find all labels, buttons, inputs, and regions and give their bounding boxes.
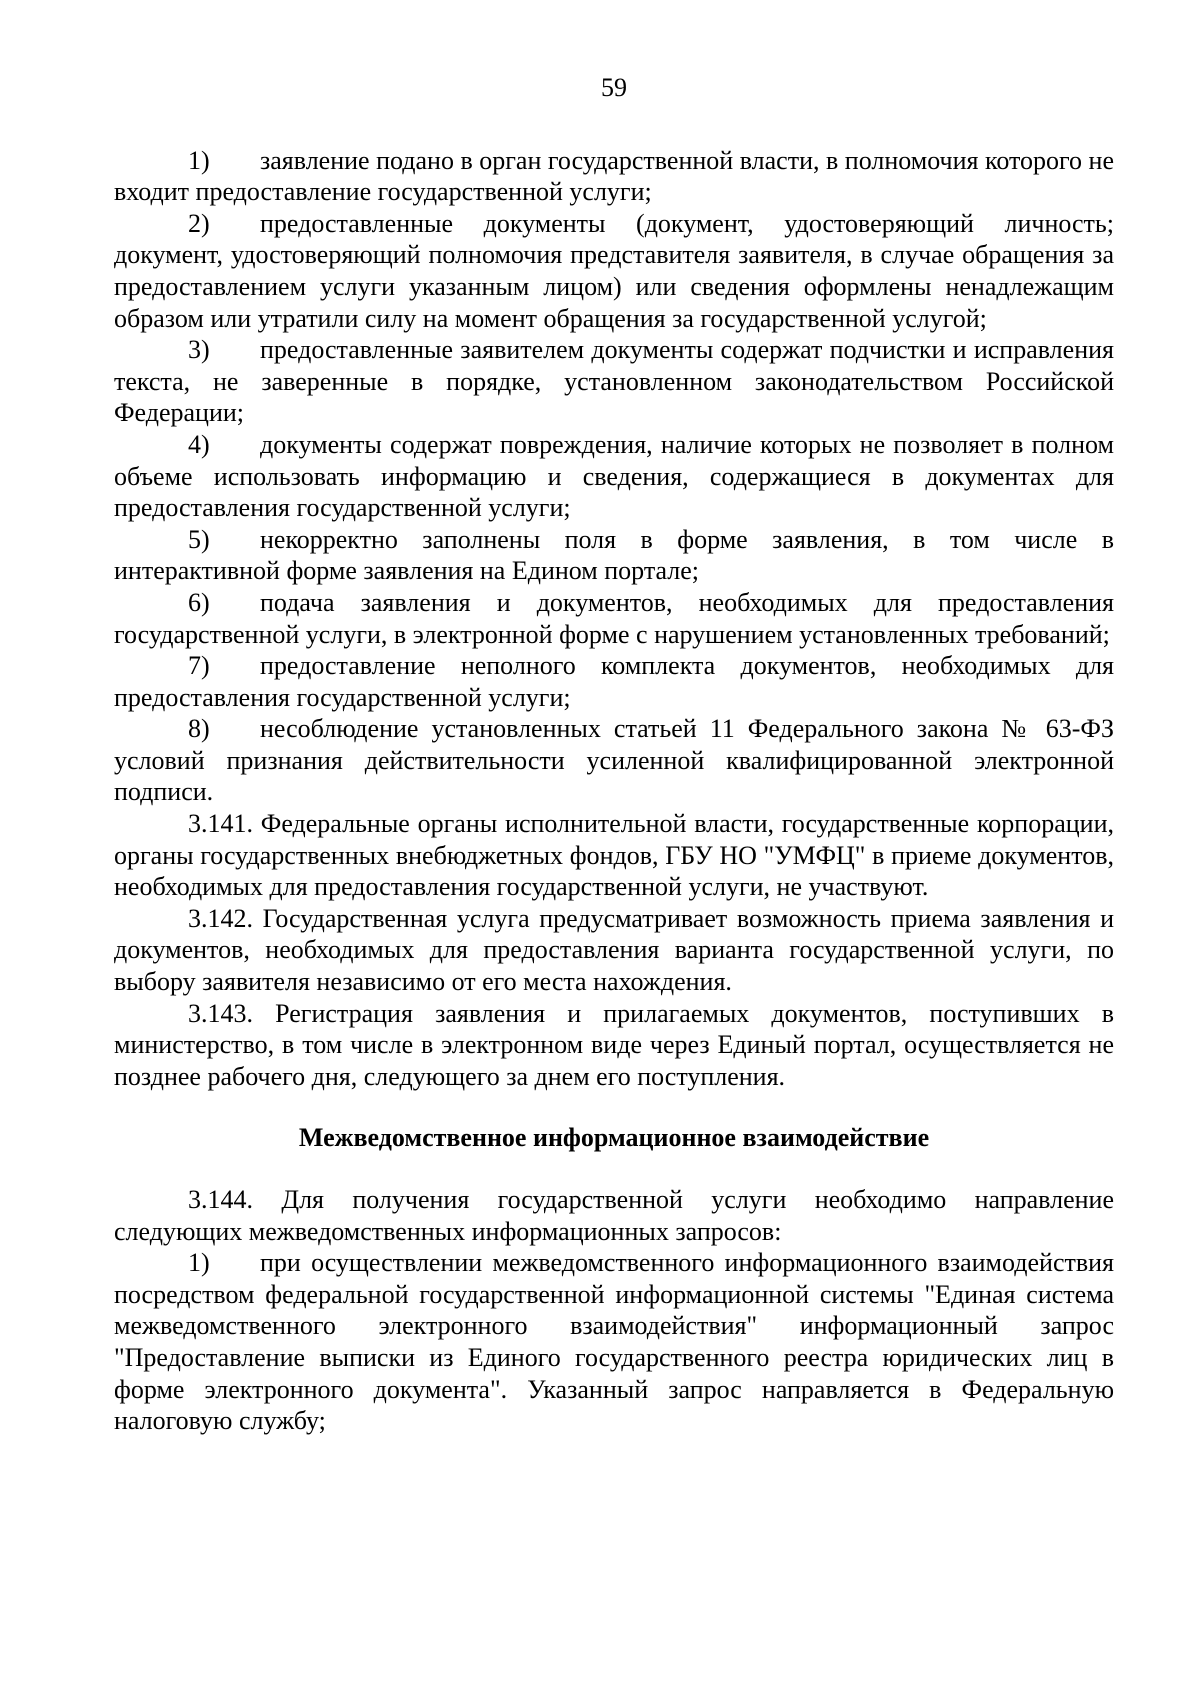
page-number: 59: [601, 73, 627, 102]
list-item: [114, 713, 1114, 808]
list-item-number: 3): [188, 335, 210, 365]
list-item-text: заявление подано в орган государственной власти, в полномочия которого не входит предоставление государственной услуги;: [114, 145, 1114, 207]
list-item-number: 4): [188, 429, 210, 459]
list-item-text: документы содержат повреждения, наличие которых не позволяет в полном объеме использовать информацию и сведения, содержащиеся в документах для предоставления государственной услуги;: [114, 429, 1114, 523]
list-item-number: 2): [188, 208, 210, 238]
list-item-number: 5): [188, 524, 210, 554]
paragraph-3-141: 3.141. Федеральные органы исполнительной власти, государственные корпорации, органы государственных внебюджетных фондов, ГБУ НО "УМФЦ" в приеме документов, необходимых для предоставления государственной услуги, не участвуют.: [114, 809, 1114, 902]
list-item: [114, 587, 1114, 650]
list-item-text: некорректно заполнены поля в форме заявления, в том числе в интерактивной форме заявления на Едином портале;: [114, 524, 1114, 586]
list-item-text: предоставление неполного комплекта документов, необходимых для предоставления государственной услуги;: [114, 651, 1114, 712]
list-item: [114, 429, 1114, 524]
list-item-number: 1): [188, 145, 210, 175]
paragraph-3-142: 3.142. Государственная услуга предусматривает возможность приема заявления и документов, необходимых для предоставления варианта государственной услуги, по выбору заявителя независимо от его места нахождения.: [114, 903, 1114, 997]
list-item: [114, 1247, 1114, 1437]
list-item-number: 7): [188, 651, 210, 681]
list-item-text: предоставленные документы (документ, удостоверяющий личность; документ, удостоверяющий полномочия представителя заявителя, в случае обращения за предоставлением услуги указанным лицом) или сведения оформлены ненадлежащим образом или утратили силу на момент обращения за государственной услугой;: [114, 208, 1114, 333]
list-item-text: несоблюдение установленных статьей 11 Федерального закона № 63-ФЗ условий признания действительности усиленной квалифицированной электронной подписи.: [114, 714, 1114, 807]
list-item-text: предоставленные заявителем документы содержат подчистки и исправления текста, не заверенные в порядке, установленном законодательством Российской Федерации;: [114, 335, 1114, 428]
paragraph-3-143: 3.143. Регистрация заявления и прилагаемых документов, поступивших в министерство, в том числе в электронном виде через Единый портал, осуществляется не позднее рабочего дня, следующего за днем его поступления.: [114, 998, 1114, 1091]
list-item: [114, 650, 1114, 713]
list-item: [114, 145, 1114, 208]
list-item-text: подача заявления и документов, необходимых для предоставления государственной услуги, в электронной форме с нарушением установленных требований;: [114, 587, 1114, 649]
list-item-number: 1): [188, 1248, 210, 1278]
section-heading: Межведомственное информационное взаимодействие: [298, 1123, 930, 1153]
list-item-number: 6): [188, 587, 210, 617]
list-item-text: при осуществлении межведомственного информационного взаимодействия посредством федеральной государственной информационной системы "Единая система межведомственного электронного взаимодействия" информационный запрос "Предоставление выписки из Единого государственного реестра юридических лиц в форме электронного документа". Указанный запрос направляется в Федеральную налоговую службу;: [114, 1248, 1114, 1436]
list-item: [114, 208, 1114, 334]
paragraph-3-144: 3.144. Для получения государственной услуги необходимо направление следующих межведомственных информационных запросов:: [114, 1185, 1114, 1246]
list-item-number: 8): [188, 714, 210, 744]
list-item: [114, 524, 1114, 587]
list-item: [114, 334, 1114, 429]
